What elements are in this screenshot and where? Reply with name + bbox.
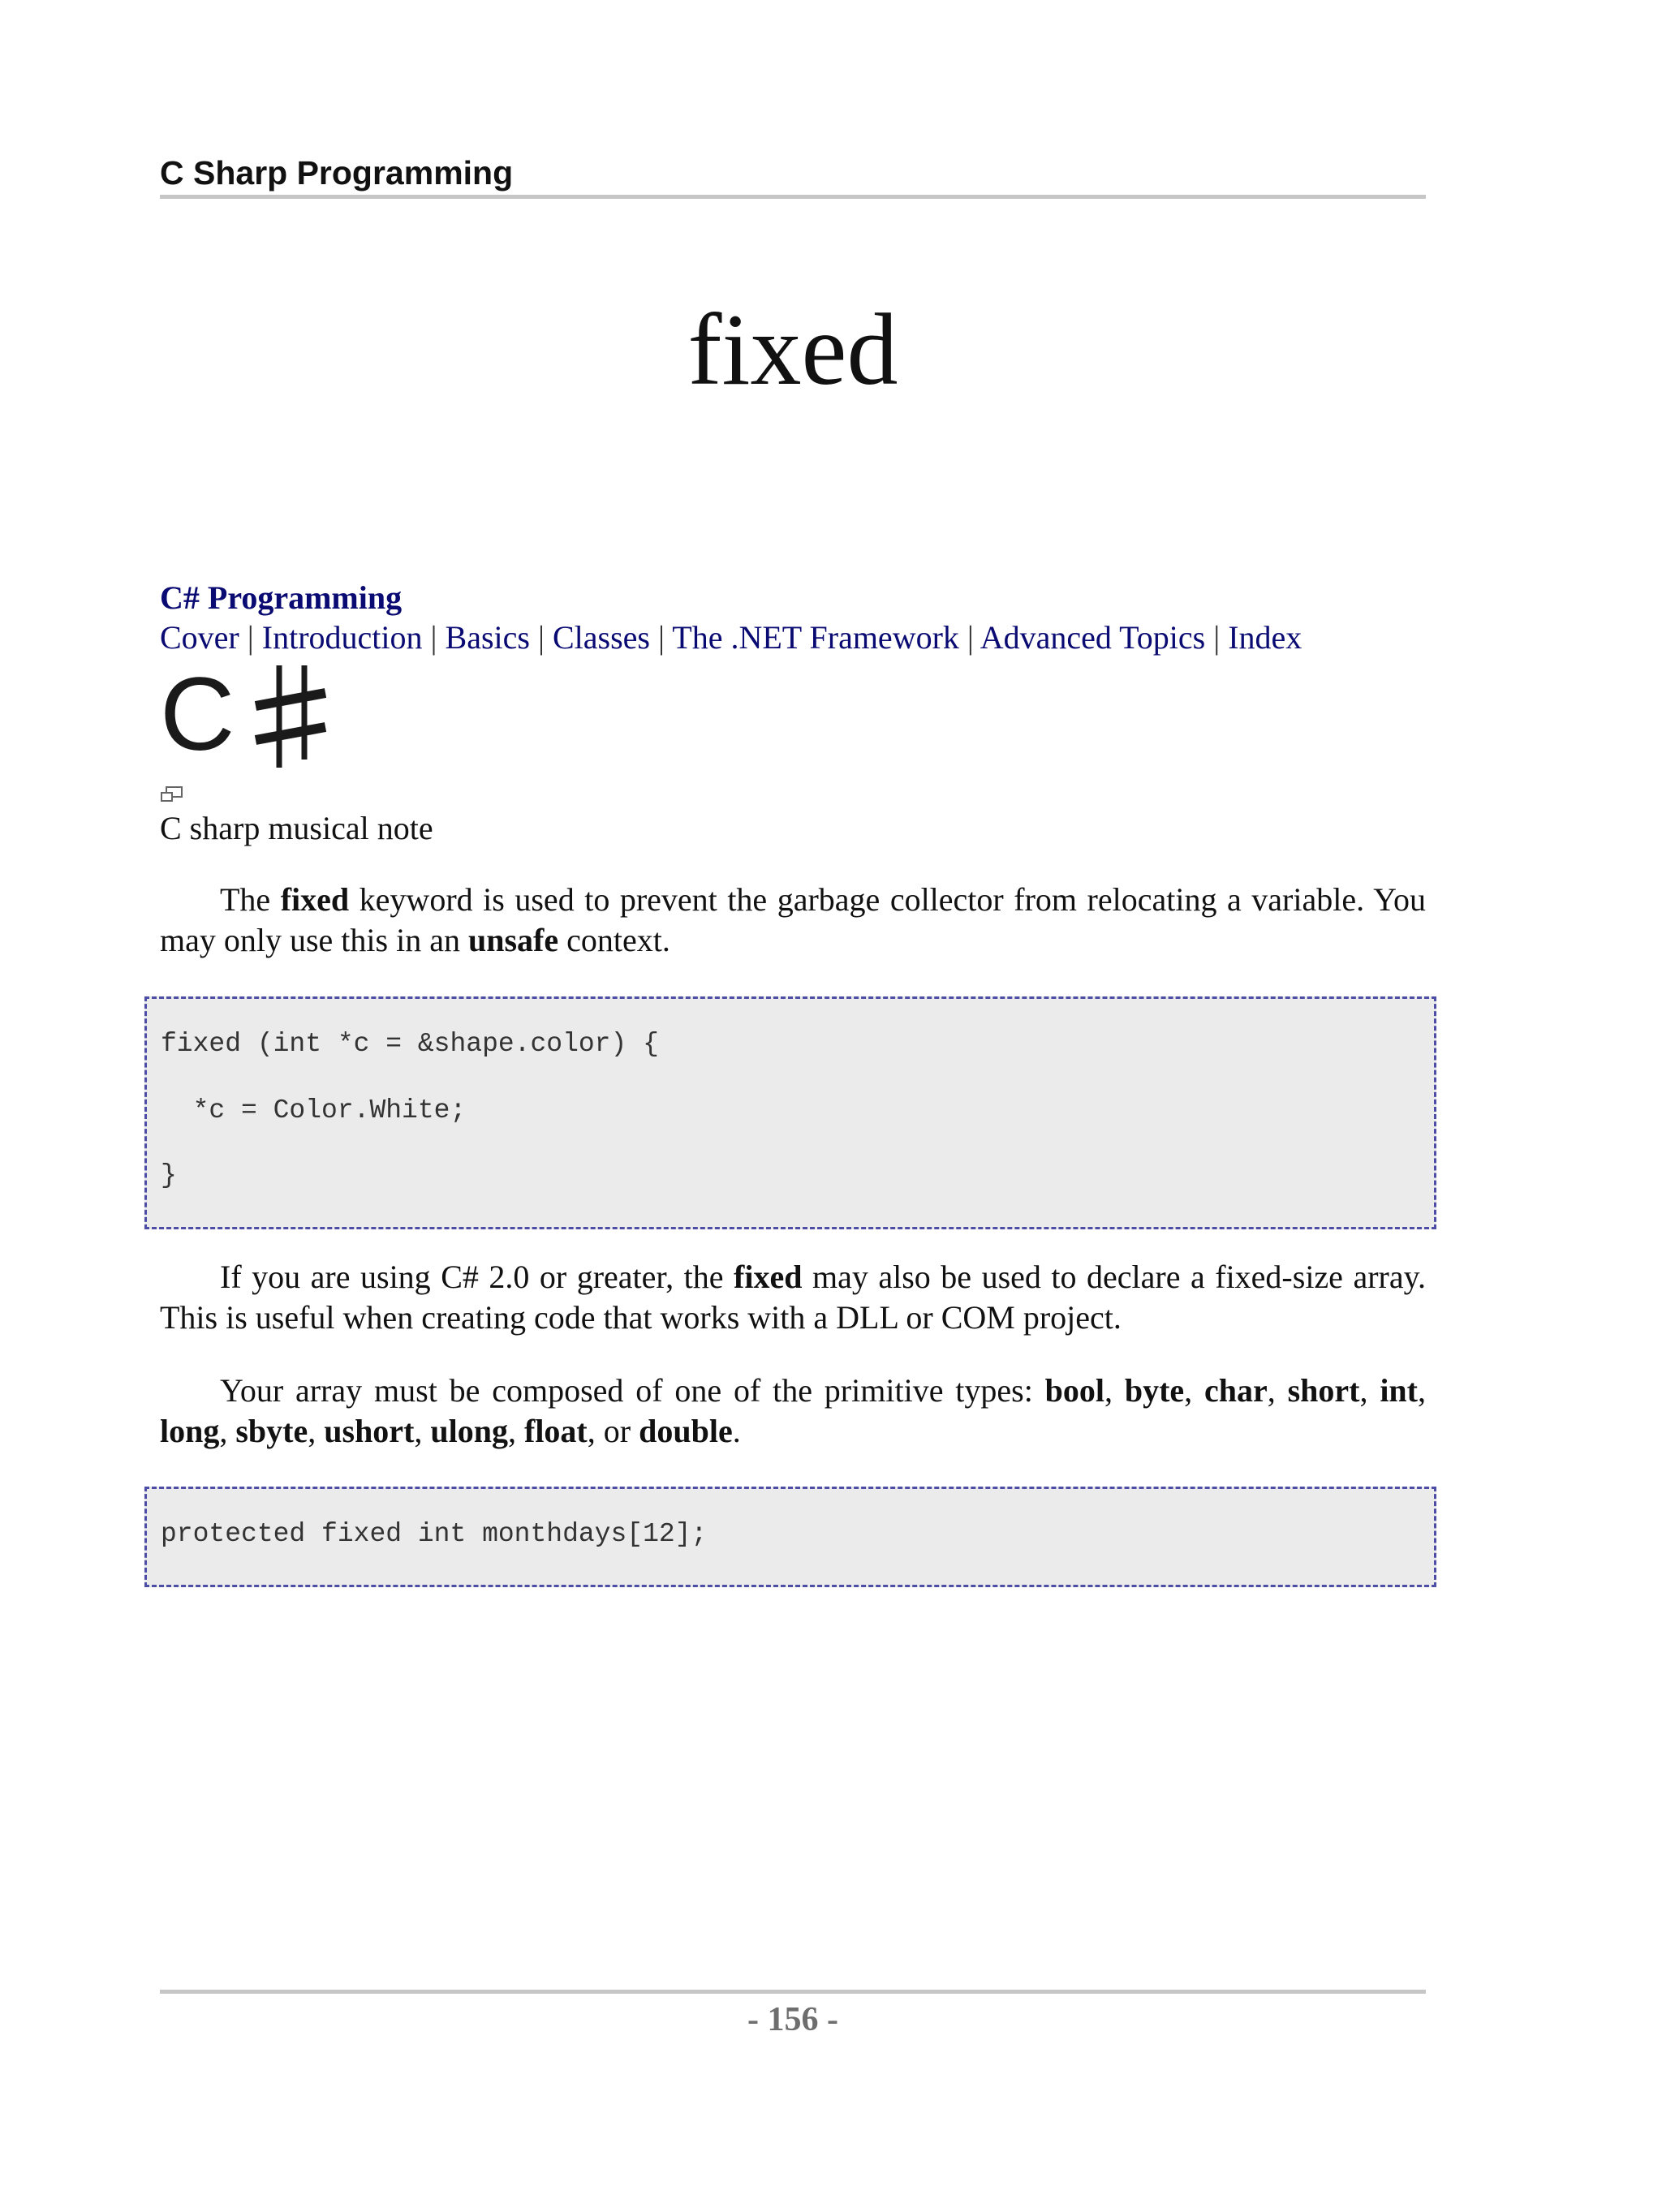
comma: , bbox=[1184, 1372, 1204, 1409]
type-ushort: ushort bbox=[324, 1413, 415, 1449]
comma: , bbox=[1267, 1372, 1288, 1409]
code-block-fixed-statement bbox=[144, 996, 1436, 1229]
type-short: short bbox=[1287, 1372, 1360, 1409]
nav-link-classes[interactable]: Classes bbox=[552, 619, 650, 656]
code-line: fixed (int *c = &shape.color) { bbox=[161, 1029, 659, 1059]
code-line: } bbox=[161, 1160, 177, 1190]
keyword-fixed: fixed bbox=[280, 881, 350, 918]
comma: , bbox=[219, 1413, 236, 1449]
comma: , bbox=[1359, 1372, 1380, 1409]
or-separator: , or bbox=[587, 1413, 639, 1449]
text-run: context. bbox=[558, 922, 670, 958]
nav-link-introduction[interactable]: Introduction bbox=[261, 619, 423, 656]
paragraph-fixed-keyword bbox=[160, 880, 1426, 961]
nav-separator: | bbox=[537, 619, 545, 656]
enlarge-icon[interactable] bbox=[160, 785, 184, 803]
code-line: protected fixed int monthdays[12]; bbox=[161, 1519, 708, 1549]
nav-separator: | bbox=[430, 619, 437, 656]
footer-rule bbox=[160, 1990, 1426, 1994]
text-run: Your array must be composed of one of the primitive types: bbox=[220, 1372, 1045, 1409]
figure-caption: C sharp musical note bbox=[160, 810, 433, 846]
comma: , bbox=[1418, 1372, 1426, 1409]
type-bool: bool bbox=[1044, 1372, 1105, 1409]
type-double: double bbox=[639, 1413, 733, 1449]
text-run: may also be used to declare a fixed-size array. This is useful when creating code that works with a DLL or COM project. bbox=[160, 1259, 1427, 1336]
comma: , bbox=[308, 1413, 325, 1449]
code-block-fixed-array bbox=[144, 1487, 1436, 1587]
period: . bbox=[732, 1413, 741, 1449]
chapter-title: fixed bbox=[687, 294, 898, 407]
page-number: - 156 - bbox=[747, 2001, 838, 2038]
csharp-logo-image[interactable] bbox=[160, 656, 327, 772]
type-long: long bbox=[160, 1413, 220, 1449]
type-byte: byte bbox=[1124, 1372, 1185, 1409]
type-float: float bbox=[524, 1413, 588, 1449]
nav-title[interactable]: C# Programming bbox=[160, 579, 403, 616]
csharp-logo-letter: C bbox=[160, 656, 235, 772]
comma: , bbox=[414, 1413, 431, 1449]
paragraph-primitive-types bbox=[160, 1371, 1426, 1452]
comma: , bbox=[508, 1413, 524, 1449]
paragraph-fixed-size-array bbox=[160, 1257, 1426, 1338]
type-sbyte: sbyte bbox=[235, 1413, 308, 1449]
text-run: keyword is used to prevent the garbage collector from relocating a variable. You may only use this in an bbox=[160, 881, 1426, 958]
text-run: If you are using C# 2.0 or greater, the bbox=[220, 1259, 734, 1295]
type-int: int bbox=[1380, 1372, 1418, 1409]
nav-separator: | bbox=[967, 619, 974, 656]
nav-link-index[interactable]: Index bbox=[1228, 619, 1302, 656]
text-run: The bbox=[220, 881, 281, 918]
nav-link-cover[interactable]: Cover bbox=[160, 619, 239, 656]
keyword-fixed: fixed bbox=[734, 1259, 803, 1295]
nav-separator: | bbox=[247, 619, 254, 656]
type-char: char bbox=[1204, 1372, 1268, 1409]
nav-link-basics[interactable]: Basics bbox=[445, 619, 530, 656]
nav-separator: | bbox=[1213, 619, 1221, 656]
sharp-sign-icon bbox=[254, 665, 327, 768]
keyword-unsafe: unsafe bbox=[467, 922, 559, 958]
nav-links bbox=[160, 618, 1302, 656]
comma: , bbox=[1104, 1372, 1125, 1409]
code-line: *c = Color.White; bbox=[161, 1095, 467, 1125]
type-ulong: ulong bbox=[430, 1413, 508, 1449]
header-rule bbox=[160, 195, 1426, 199]
nav-separator: | bbox=[657, 619, 665, 656]
nav-link-advanced-topics[interactable]: Advanced Topics bbox=[980, 619, 1206, 656]
nav-link-dotnet-framework[interactable]: The .NET Framework bbox=[672, 619, 959, 656]
running-header: C Sharp Programming bbox=[160, 154, 514, 192]
